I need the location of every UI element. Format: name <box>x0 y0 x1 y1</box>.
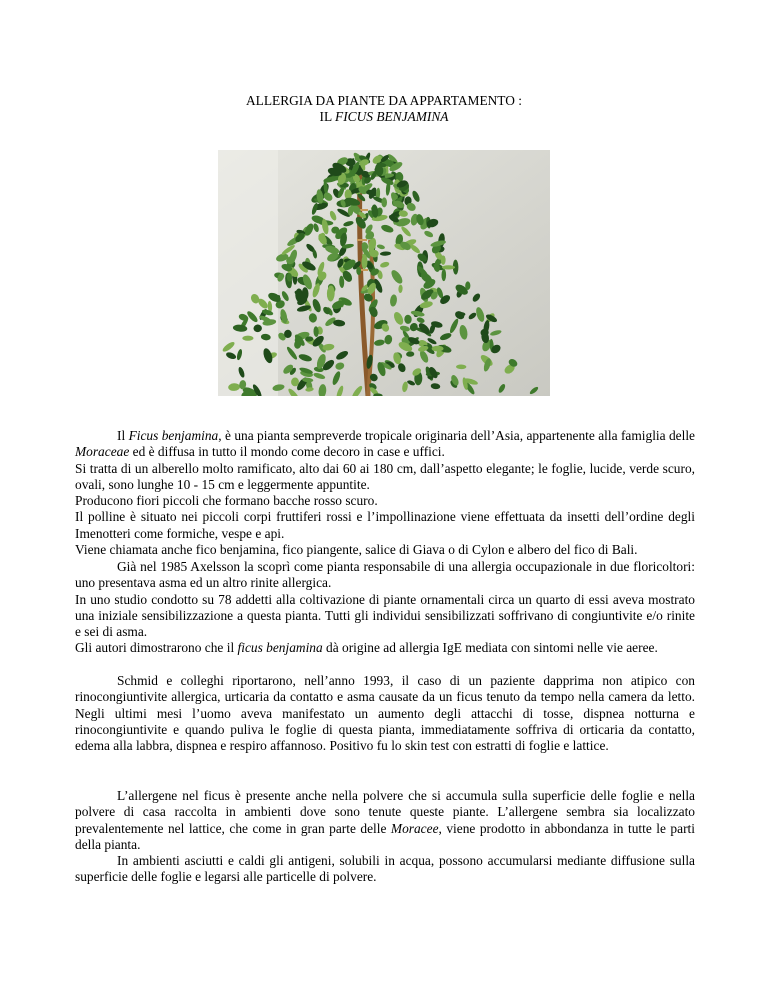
p4-sentence-2: In ambienti asciutti e caldi gli antigeni, solubili in acqua, possono accumularsi mediante diffusione sulla superficie delle foglie e legarsi alle particelle di polvere. <box>75 853 695 885</box>
title-line-1: ALLERGIA DA PIANTE DA APPARTAMENTO : <box>245 93 522 108</box>
leaf <box>432 346 444 352</box>
ficus-photo <box>218 150 550 396</box>
paragraph-1 <box>75 428 695 558</box>
p1-sentence-1: Il Ficus benjamina, è una pianta sempreverde tropicale originaria dell’Asia, appartenente alla famiglia delle Moraceae ed è diffusa in tutto il mondo come decoro in case e uffici. <box>75 428 695 460</box>
p4-sentence-1: L’allergene nel ficus è presente anche nella polvere che si accumula sulla superficie delle foglie e nella polvere di casa raccolta in ambienti dove sono tenute queste piante. L’allergene sembra sia localizzato prevalentemente nel lattice, che come in gran parte delle Moracee, viene prodotto in abbondanza in tutte le parti della pianta. <box>75 788 695 852</box>
title-species: FICUS BENJAMINA <box>335 109 449 124</box>
title-prefix: IL <box>319 109 336 124</box>
leaf <box>381 197 387 207</box>
paragraph-4 <box>75 788 695 886</box>
p1-sentence-4: Il polline è situato nei piccoli corpi fruttiferi rossi e l’impollinazione viene effettuata da insetti dell’ordine degli Imenotteri come formiche, vespe e api. <box>75 509 695 541</box>
document-title <box>0 93 768 125</box>
p1-sentence-5: Viene chiamata anche fico benjamina, fico piangente, salice di Giava o di Cylon e albero del fico di Bali. <box>75 542 638 558</box>
leaf <box>242 336 253 341</box>
p2-sentence-2: In uno studio condotto su 78 addetti alla coltivazione di piante ornamentali circa un quarto di essi aveva mostrato una iniziale sensibilizzazione a questa pianta. Tutti gli individui sensibilizzati soffrivano di congiuntivite e/o rinite e sei di asma. <box>75 591 695 640</box>
title-line-2 <box>0 109 768 125</box>
p2-sentence-3: Gli autori dimostrarono che il ficus benjamina dà origine ad allergia IgE mediata con sintomi nelle vie aeree. <box>75 640 658 656</box>
p1-sentence-3: Producono fiori piccoli che formano bacche rosso scuro. <box>75 493 378 509</box>
p1-sentence-2: Si tratta di un alberello molto ramificato, alto dai 60 ai 180 cm, dall’aspetto elegante; le foglie, lucide, verde scuro, ovali, sono lunghe 10 - 15 cm e leggermente appuntite. <box>75 460 695 492</box>
paragraph-3 <box>75 673 695 754</box>
p2-sentence-1: Già nel 1985 Axelsson la scoprì come pianta responsabile di una allergia occupazionale in due floricoltori: uno presentava asma ed un altro rinite allergica. <box>75 559 695 591</box>
leaf <box>442 265 455 269</box>
paragraph-2 <box>75 559 695 657</box>
p3-text: Schmid e colleghi riportarono, nell’anno 1993, il caso di un paziente dapprima non atipico con rinocongiuntivite allergica, urticaria da contatto e asma causate da un ficus tenuto da tempo nella camera da letto. Negli ultimi mesi l’uomo aveva manifestato un aumento degli attacchi di tosse, dispnea notturna e rinocongiuntivite e quando puliva le foglie di questa pianta, immediatamente soffriva di orticaria da contatto, edema alla labbra, dispnea e respiro affannoso. Positivo fu lo skin test con estratti di foglie e lattice. <box>75 673 695 754</box>
